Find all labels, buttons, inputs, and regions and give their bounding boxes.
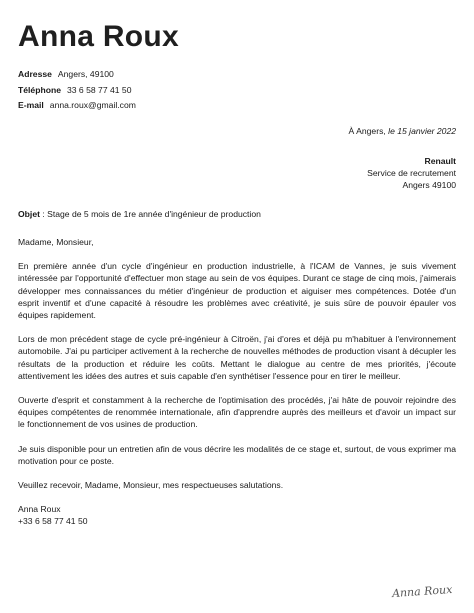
contact-value: 33 6 58 77 41 50 [66,84,132,95]
contact-label: Téléphone [18,84,61,95]
letter-body [18,236,456,528]
contact-value: anna.roux@gmail.com [49,100,136,110]
closing-phone: +33 6 58 77 41 50 [18,516,88,527]
letter-paragraph: Ouverte d'esprit et constamment à la recherche de l'optimisation des procédés, j'ai hâte de pouvoir rejoindre des équipes compétentes de renommée internationale, afin d'apprendre auprès des meilleurs et d'avoir un impact sur le fonctionnement de vos usines de production. [18,395,456,430]
handwritten-signature [391,583,452,600]
closing-block [18,503,456,527]
recipient-city: Angers 49100 [402,180,456,191]
sender-name: Anna Roux [18,20,180,53]
date-value: le 15 janvier 2022 [388,126,456,136]
contact-email [18,98,136,114]
letter-paragraph: Lors de mon précédent stage de cycle pré-ingénieur à Citroën, j'ai d'ores et déjà pu m'habituer à l'environnement automobile. J'ai pu participer activement à la recherche de nouvelles méthodes de production visant à décupler les résultats de la production et réduire les coûts. Mettant le dialogue au centre de mes priorités, j'écoute attentivement les idées des autres et suis capable d'en synthétiser l'essence pour en tirer le meilleur. [18,334,456,381]
signature-text: Anna Roux [391,582,453,601]
letter-date [349,126,457,136]
contact-block [18,67,136,114]
recipient-block [367,155,456,192]
letter-paragraph: Veuillez recevoir, Madame, Monsieur, mes respectueuses salutations. [18,480,284,491]
date-prefix: À Angers, [348,126,389,136]
letter-subject [18,209,261,219]
closing-name: Anna Roux [18,504,61,515]
recipient-department: Service de recrutement [367,168,456,179]
letter-paragraph: Je suis disponible pour un entretien afin de vous décrire les modalités de ce stage et, surtout, de vous exprimer ma motivation pour ce poste. [18,443,456,466]
contact-address [18,67,136,83]
contact-label: E-mail [18,100,44,110]
subject-text: : Stage de 5 mois de 1re année d'ingénieur de production [39,209,261,219]
letter-greeting: Madame, Monsieur, [18,237,94,247]
recipient-company: Renault [424,156,456,166]
contact-phone [18,83,136,99]
subject-label: Objet [18,209,40,219]
contact-label: Adresse [18,69,52,79]
letter-paragraph: En première année d'un cycle d'ingénieur en production industrielle, à l'ICAM de Vannes, je suis vivement intéressée par l'opportunité d'effectuer mon stage au sein de vos équipes. Durant ce stage de cinq mois, j'aimerais développer mes connaissances du métier d'ingénieur de production et aiguiser mes compétences. Dotée d'un esprit inventif et d'une capacité à résoudre les problèmes avec créativité, je suis sûre de pouvoir épauler vos équipes rapidement. [18,261,456,321]
contact-value: Angers, 49100 [57,69,114,79]
